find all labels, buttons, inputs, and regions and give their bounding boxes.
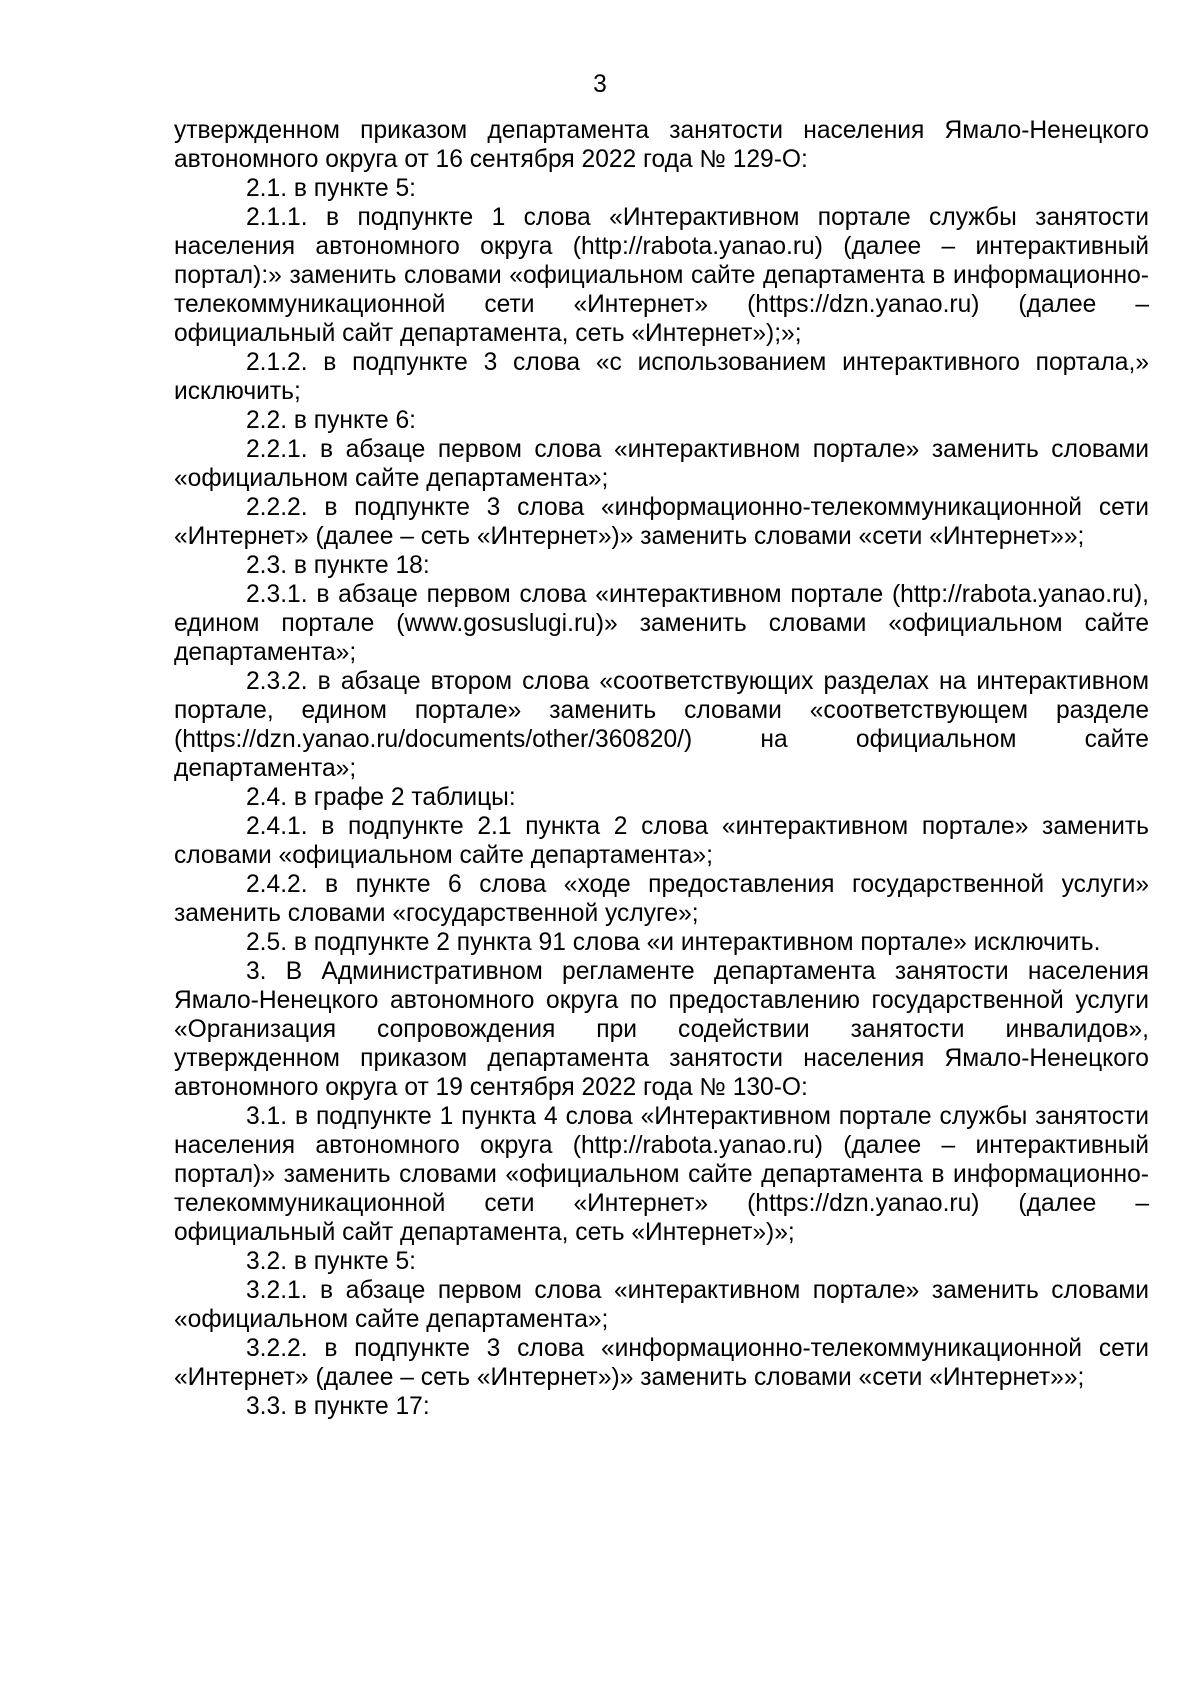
paragraph: 2.3.2. в абзаце втором слова «соответствующих разделах на интерактивном портале, едином портале» заменить словами «соответствующем разделе (https://dzn.yanao.ru/documents/other/360820/) на официальном сайте департамента»; [174,668,1149,782]
document-body [174,116,1149,1421]
paragraph: 2.3.1. в абзаце первом слова «интерактивном портале (http://rabota.yanao.ru), едином портале (www.gosuslugi.ru)» заменить словами «официальном сайте департамента»; [174,581,1149,666]
paragraph: 2.5. в подпункте 2 пункта 91 слова «и интерактивном портале» исключить. [246,929,1101,956]
paragraph: 2.4. в графе 2 таблицы: [246,784,516,811]
paragraph: 3.2.2. в подпункте 3 слова «информационно-телекоммуникационной сети «Интернет» (далее – сеть «Интернет»)» заменить словами «сети «Интернет»»; [174,1335,1149,1391]
paragraph: 3.2.1. в абзаце первом слова «интерактивном портале» заменить словами «официальном сайте департамента»; [174,1277,1149,1333]
paragraph: 3.2. в пункте 5: [246,1248,416,1275]
paragraph: 3. В Административном регламенте департамента занятости населения Ямало-Ненецкого автономного округа по предоставлению государственной услуги «Организация сопровождения при содействии занятости инвалидов», утвержденном приказом департамента занятости населения Ямало-Ненецкого автономного округа от 19 сентября 2022 года № 130-О: [174,958,1149,1101]
paragraph: 3.1. в подпункте 1 пункта 4 слова «Интерактивном портале службы занятости населения автономного округа (http://rabota.yanao.ru) (далее – интерактивный портал)» заменить словами «официальном сайте департамента в информационно-телекоммуникационной сети «Интернет» (https://dzn.yanao.ru) (далее – официальный сайт департамента, сеть «Интернет»)»; [174,1103,1149,1246]
paragraph: утвержденном приказом департамента занятости населения Ямало-Ненецкого автономного округа от 16 сентября 2022 года № 129-О: [174,117,1149,173]
paragraph: 2.1.1. в подпункте 1 слова «Интерактивном портале службы занятости населения автономного округа (http://rabota.yanao.ru) (далее – интерактивный портал):» заменить словами «официальном сайте департамента в информационно-телекоммуникационной сети «Интернет» (https://dzn.yanao.ru) (далее – официальный сайт департамента, сеть «Интернет»);»; [174,204,1149,347]
page-number: 3 [593,71,607,98]
paragraph: 2.1. в пункте 5: [246,175,416,202]
paragraph: 2.2.2. в подпункте 3 слова «информационно-телекоммуникационной сети «Интернет» (далее – сеть «Интернет»)» заменить словами «сети «Интернет»»; [174,494,1149,550]
paragraph: 2.4.1. в подпункте 2.1 пункта 2 слова «интерактивном портале» заменить словами «официальном сайте департамента»; [174,813,1149,869]
paragraph: 2.2. в пункте 6: [246,407,416,434]
paragraph: 2.3. в пункте 18: [246,552,430,579]
paragraph: 2.4.2. в пункте 6 слова «ходе предоставления государственной услуги» заменить словами «государственной услуге»; [174,871,1149,927]
paragraph: 2.2.1. в абзаце первом слова «интерактивном портале» заменить словами «официальном сайте департамента»; [174,436,1149,492]
paragraph: 3.3. в пункте 17: [246,1393,430,1420]
paragraph: 2.1.2. в подпункте 3 слова «с использованием интерактивного портала,» исключить; [174,349,1149,405]
